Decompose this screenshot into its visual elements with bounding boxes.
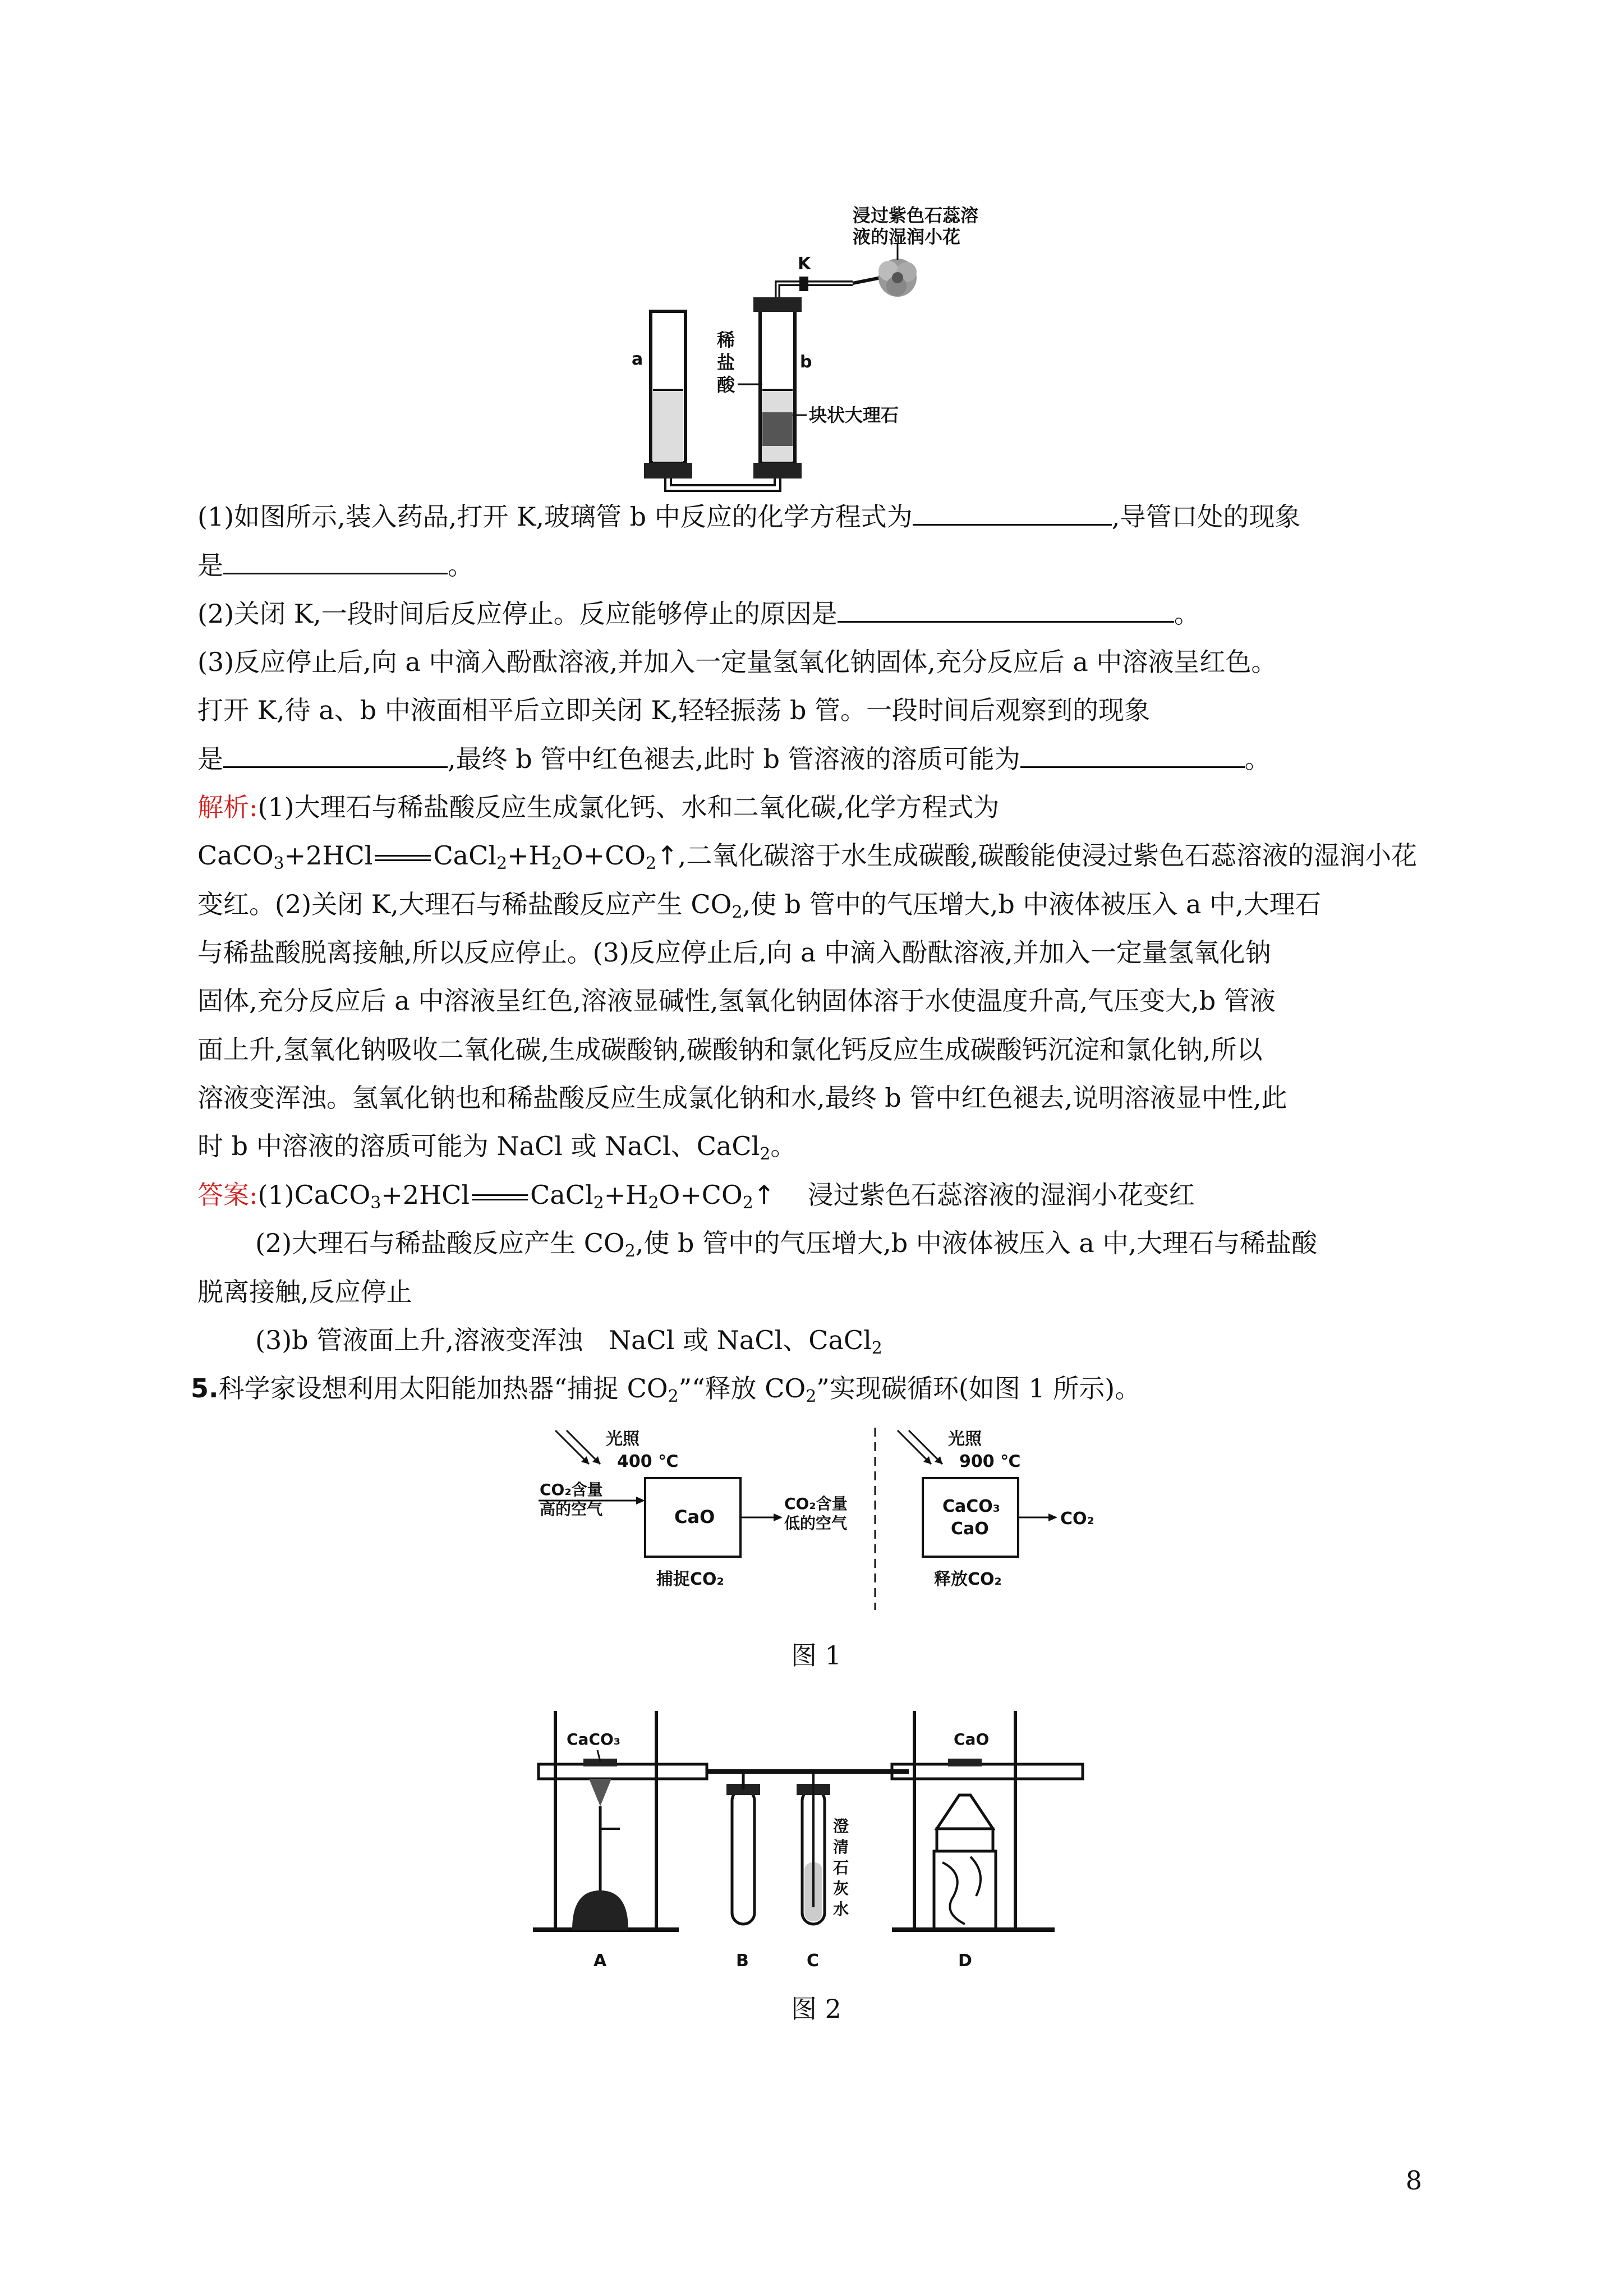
label-c: C bbox=[807, 1951, 820, 1971]
cao-label: CaO bbox=[954, 1730, 990, 1749]
question-2-line bbox=[197, 596, 1200, 631]
analysis-line-8: 时 b 中溶液的溶质可能为 NaCl 或 NaCl、CaCl$_2$。 bbox=[197, 1131, 797, 1164]
chemical-equation: CaCO$_3$+2HCl $CaCl_2+H_2O+CO_2↑$ bbox=[197, 840, 678, 873]
answer-blank[interactable] bbox=[1020, 742, 1245, 768]
box-caco3: CaCO₃ bbox=[942, 1497, 1000, 1516]
lime-label-4: 灰 bbox=[833, 1879, 849, 1898]
question-5-line: 5.科学家设想利用太阳能加热器“捕捉 $CO_2”“$释放 $CO_2$”实现碳循环(如图 1 所示)。 bbox=[191, 1373, 1141, 1406]
question-1-line bbox=[197, 499, 1300, 533]
input-label-2: 高的空气 bbox=[540, 1500, 603, 1519]
u-tube-apparatus-figure bbox=[617, 199, 1021, 496]
light-label-2: 光照 bbox=[948, 1429, 982, 1449]
valve-k-label: K bbox=[798, 254, 811, 274]
lime-label-2: 清 bbox=[833, 1838, 849, 1856]
light-label-1: 光照 bbox=[606, 1429, 640, 1449]
label-b: B bbox=[736, 1951, 749, 1971]
answer-line-1: 答案:(1)CaCO$_3$+2HCl $CaCl_2+H_2O+CO_2↑$ 浸过紫色石蕊溶液的湿润小花变红 bbox=[197, 1180, 1195, 1213]
output-co2: CO₂ bbox=[1060, 1509, 1094, 1529]
box-cao: CaO bbox=[674, 1506, 715, 1527]
capture-caption: 捕捉CO₂ bbox=[656, 1570, 724, 1589]
q1-text-cont: ,导管口处的现象 bbox=[1111, 501, 1301, 532]
release-caption: 释放CO₂ bbox=[934, 1570, 1002, 1589]
question-3-line: (3)反应停止后,向 a 中滴入酚酞溶液,并加入一定量氢氧化钠固体,充分反应后 a 中溶液呈红色。 bbox=[197, 647, 1277, 677]
answer-label: 答案: bbox=[197, 1180, 258, 1210]
question-number: 5. bbox=[191, 1373, 219, 1404]
q2-text: (2)关闭 K,一段时间后反应停止。反应能够停止的原因是 bbox=[197, 599, 838, 629]
analysis-line-7: 溶液变浑浊。氢氧化钠也和稀盐酸反应生成氯化钠和水,最终 b 管中红色褪去,说明溶液显中性,此 bbox=[197, 1083, 1287, 1113]
answer-equation: CaCO$_3$+2HCl $CaCl_2+H_2O+CO_2↑$ bbox=[294, 1180, 775, 1213]
acid-label-3: 酸 bbox=[717, 374, 735, 395]
box-cao-2: CaO bbox=[951, 1519, 989, 1539]
answer-line-2: (2)大理石与稀盐酸反应产生 $CO_2$,使 b 管中的气压增大,b 中液体被压入 a 中,大理石与稀盐酸 bbox=[255, 1228, 1318, 1261]
figure-1-carbon-cycle bbox=[527, 1425, 1111, 1621]
analysis-line-2 bbox=[197, 839, 1417, 872]
lime-label-3: 石 bbox=[833, 1858, 849, 1877]
q1-text: (1)如图所示,装入药品,打开 K,玻璃管 b 中反应的化学方程式为 bbox=[197, 501, 913, 532]
answer-blank[interactable] bbox=[223, 742, 448, 768]
analysis-line-3: 变红。(2)关闭 K,大理石与稀盐酸反应产生 $CO_2$,使 b 管中的气压增大,b 中液体被压入 a 中,大理石 bbox=[197, 889, 1321, 922]
q2-period: 。 bbox=[1174, 599, 1200, 629]
flower-label-1: 浸过紫色石蕊溶 bbox=[853, 205, 979, 226]
lime-label-1: 澄 bbox=[833, 1817, 849, 1835]
q1-period: 。 bbox=[448, 550, 473, 581]
answer-blank[interactable] bbox=[838, 596, 1174, 623]
acid-label-1: 稀 bbox=[717, 329, 735, 351]
analysis-line-1 bbox=[197, 790, 999, 824]
label-d: D bbox=[958, 1951, 972, 1971]
analysis-line-6: 面上升,氢氧化钠吸收二氧化碳,生成碳酸钠,碳酸钠和氯化钙反应生成碳酸钙沉淀和氯化钠,所以 bbox=[197, 1034, 1263, 1065]
temp-label-2: 900 ℃ bbox=[959, 1452, 1021, 1471]
q3-text-3: 是 bbox=[197, 744, 223, 774]
acid-label-2: 盐 bbox=[717, 352, 735, 373]
analysis-line-5: 固体,充分反应后 a 中溶液呈红色,溶液显碱性,氢氧化钠固体溶于水使温度升高,气压变大,b 管液 bbox=[197, 986, 1276, 1016]
figure-2-apparatus bbox=[522, 1705, 1116, 1975]
input-label-1: CO₂含量 bbox=[540, 1480, 603, 1499]
analysis-text: ,二氧化碳溶于水生成碳酸,碳酸能使浸过紫色石蕊溶液的湿润小花 bbox=[678, 840, 1417, 871]
output-label-1: CO₂含量 bbox=[784, 1494, 848, 1513]
answer-blank[interactable] bbox=[223, 548, 448, 574]
output-label-2: 低的空气 bbox=[784, 1514, 848, 1533]
page-number: 8 bbox=[1405, 2165, 1422, 2196]
question-3-line-2: 打开 K,待 a、b 中液面相平后立即关闭 K,轻轻振荡 b 管。一段时间后观察到的现象 bbox=[197, 695, 1151, 725]
tube-a-label: a bbox=[632, 349, 643, 369]
analysis-line-4: 与稀盐酸脱离接触,所以反应停止。(3)反应停止后,向 a 中滴入酚酞溶液,并加入一定量氢氧化钠 bbox=[197, 937, 1271, 968]
figure-2-caption: 图 2 bbox=[791, 1994, 841, 2024]
analysis-label: 解析: bbox=[197, 792, 258, 822]
label-a: A bbox=[594, 1951, 607, 1971]
answer-line-3: 脱离接触,反应停止 bbox=[197, 1277, 412, 1307]
caco3-label: CaCO₃ bbox=[567, 1730, 621, 1749]
q1-text-3: 是 bbox=[197, 550, 223, 581]
flower-label-2: 液的湿润小花 bbox=[853, 226, 961, 247]
figure-1-caption: 图 1 bbox=[791, 1640, 841, 1671]
lime-label-5: 水 bbox=[833, 1900, 849, 1918]
marble-label: 块状大理石 bbox=[809, 404, 899, 426]
analysis-text: (1)大理石与稀盐酸反应生成氯化钙、水和二氧化碳,化学方程式为 bbox=[257, 792, 1000, 822]
answer-blank[interactable] bbox=[913, 499, 1112, 526]
tube-b-label: b bbox=[800, 352, 812, 372]
answer-line-4: (3)b 管液面上升,溶液变浑浊 NaCl 或 NaCl、CaCl$_2$ bbox=[255, 1325, 882, 1358]
q3-text-4: ,最终 b 管中红色褪去,此时 b 管溶液的溶质可能为 bbox=[448, 744, 1020, 774]
temp-label-1: 400 ℃ bbox=[617, 1452, 679, 1471]
question-3-line-3 bbox=[197, 742, 1271, 776]
question-1-line-2 bbox=[197, 548, 473, 582]
flower-icon bbox=[878, 259, 917, 297]
q3-period: 。 bbox=[1244, 744, 1271, 774]
